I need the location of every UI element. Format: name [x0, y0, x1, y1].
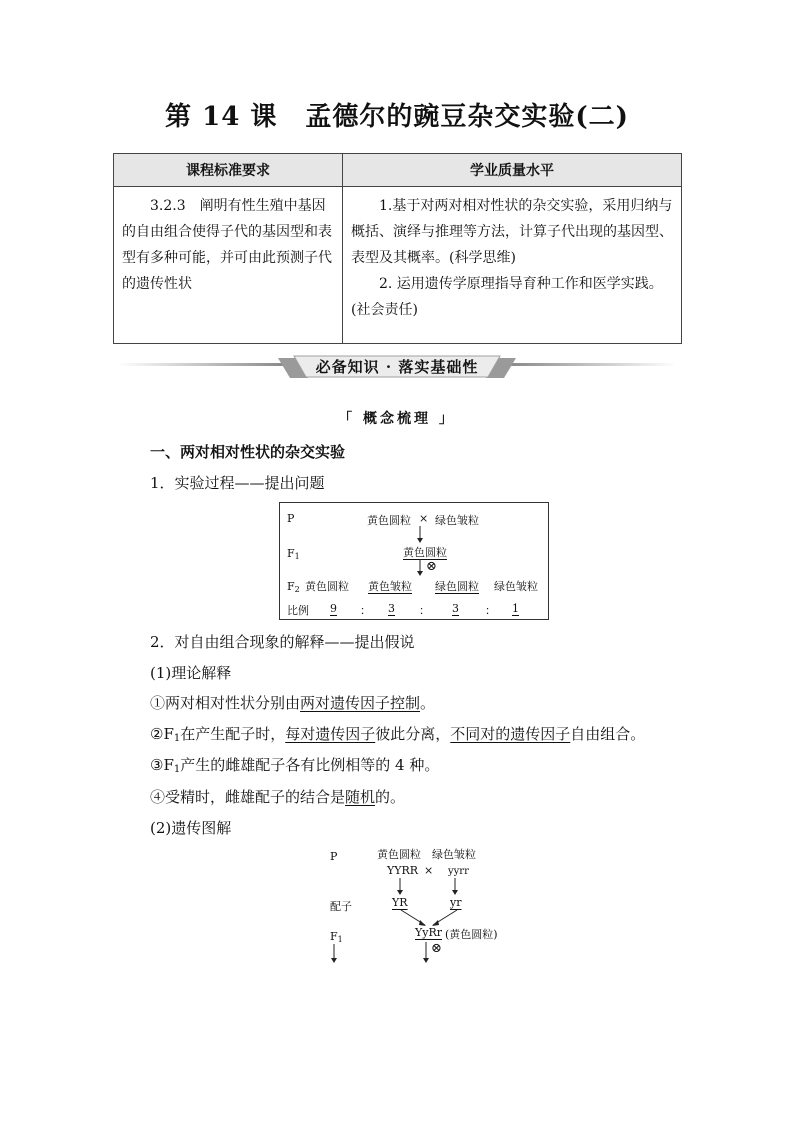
section-banner-title: 必备知识 · 落实基础性	[315, 358, 479, 376]
answer-blank: 两对遗传因子控制	[300, 694, 421, 712]
down-arrow-icon	[329, 944, 339, 964]
diagram-self-cross-sign: ⊗	[431, 941, 442, 956]
p-generation-label: P	[287, 512, 295, 525]
ratio-label: 比例	[287, 604, 309, 617]
f2-generation-label: $F_2$	[287, 580, 300, 594]
diagram-f1-label: $F_1$	[330, 930, 343, 944]
item-2-heading: 2．对自由组合现象的解释——提出假说	[150, 633, 415, 651]
f2-phenotype-2: 黄色皱粒	[368, 580, 412, 593]
parent-2-phenotype: 绿色皱粒	[435, 514, 479, 527]
self-cross-sign: ⊗	[426, 559, 437, 574]
diagram-genotype-2: yyrr	[448, 866, 469, 877]
diagram-p-label: P	[330, 850, 338, 863]
ratio-value-2: 3	[388, 602, 395, 615]
hypothesis-point-1: ①两对相对性状分别由两对遗传因子控制。	[150, 694, 436, 712]
ratio-separator: ：	[419, 604, 430, 617]
ratio-value-1: 9	[330, 602, 337, 615]
down-arrow-icon	[395, 878, 405, 896]
parent-1-phenotype: 黄色圆粒	[367, 514, 411, 527]
cross-sign: ×	[419, 512, 429, 525]
hypothesis-point-3: $③F_1$产生的雌雄配子各有比例相等的 4 种。	[150, 756, 440, 775]
concept-heading: 「 概念梳理 」	[338, 411, 456, 427]
item-1-heading: 1．实验过程——提出问题	[150, 474, 325, 492]
col1-header: 课程标准要求	[114, 154, 343, 187]
diagram-gamete-1: YR	[392, 896, 408, 909]
curriculum-standard-text: 3.2.3 阐明有性生殖中基因的自由组合使得子代的基因型和表型有多种可能，并可由此预测子代的遗传性状	[122, 198, 332, 292]
subheading-diagram: (2)遗传图解	[150, 819, 232, 837]
ratio-value-3: 3	[452, 602, 459, 615]
down-arrow-icon	[450, 878, 460, 896]
col2-header: 学业质量水平	[343, 154, 682, 187]
merge-arrows-icon	[395, 908, 465, 928]
quality-level-item-2: 2. 运用遗传学原理指导育种工作和医学实践。(社会责任)	[351, 276, 663, 318]
lesson-name: 孟德尔的豌豆杂交实验(二)	[305, 102, 629, 132]
diagram-parent-2: 绿色皱粒	[432, 848, 476, 861]
diagram-parent-1: 黄色圆粒	[377, 848, 421, 861]
ratio-value-4: 1	[512, 602, 519, 615]
f2-phenotype-1: 黄色圆粒	[305, 580, 349, 593]
ratio-separator: ：	[360, 604, 371, 617]
down-arrow-icon	[421, 942, 431, 964]
diagram-f1-phenotype: (黄色圆粒)	[445, 928, 498, 941]
hypothesis-point-2: $②F_1$在产生配子时，每对遗传因子彼此分离，不同对的遗传因子自由组合。	[150, 725, 646, 744]
f2-phenotype-4: 绿色皱粒	[494, 580, 538, 593]
subheading-theory: (1)理论解释	[150, 664, 232, 682]
answer-blank: 每对遗传因子	[285, 725, 376, 743]
f1-generation-label: $F_1$	[287, 547, 300, 561]
diagram-f1-genotype: YyRr	[415, 926, 443, 939]
diagram-cross-sign: ×	[424, 864, 434, 877]
answer-blank: 随机	[345, 788, 376, 806]
diagram-genotype-1: YYRR	[387, 864, 419, 877]
diagram-gamete-label: 配子	[330, 900, 352, 913]
f1-phenotype: 黄色圆粒	[403, 546, 447, 559]
lesson-number: 第 14 课	[165, 102, 278, 132]
quality-level-item-1: 1.基于对两对相对性状的杂交实验，采用归纳与概括、演绎与推理等方法，计算子代出现的基因型、表型及其概率。(科学思维)	[351, 198, 673, 266]
diagram-gamete-2: yr	[450, 896, 462, 909]
f2-phenotype-3: 绿色圆粒	[435, 580, 479, 593]
section-heading: 一、两对相对性状的杂交实验	[150, 443, 346, 461]
ratio-separator: ：	[485, 604, 496, 617]
answer-blank: 不同对的遗传因子	[450, 725, 571, 743]
hypothesis-point-4: ④受精时，雌雄配子的结合是随机的。	[150, 788, 406, 806]
